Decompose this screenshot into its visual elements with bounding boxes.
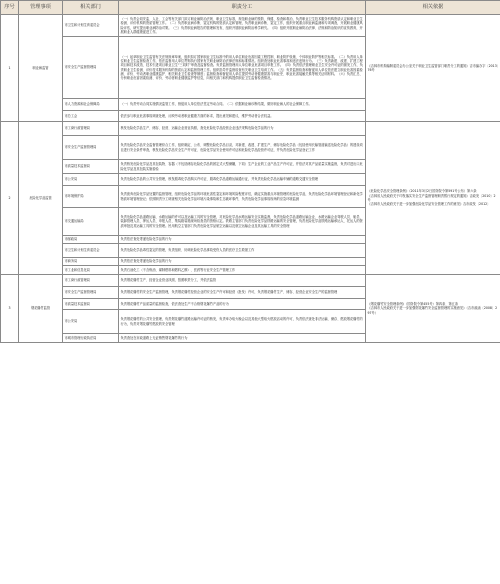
department-cell: 市交通运输局 (63, 208, 119, 236)
duty-cell: 负责危险化学品毒性鉴定的管理，负责组织、协调危险化学品事故受伤人员的医疗卫生救援工作 (119, 244, 366, 258)
duty-cell: 负责核发危险化学品及其包装物、容器（不包括储存危险化学品的固定式大型储罐，下同）生产企业的工业产品生产许可证，并依法对其产品质量实施监督，负责对进出口危险化学品及其包装实施检验 (119, 160, 366, 174)
duty-cell: 负责石油化工（不含炼油、煤制燃料和燃料乙醇）、医药等行业安全生产管理工作 (119, 266, 366, 275)
department-cell: 市质量技术监督局 (63, 299, 119, 310)
department-cell: 市公安局 (63, 310, 119, 334)
department-cell: 市总工会 (63, 111, 119, 122)
management-item: 烟花爆竹监管 (19, 275, 63, 343)
header-duty: 职责分工 (119, 1, 366, 15)
table-body (1, 15, 500, 343)
header-basis: 相关依据 (366, 1, 500, 15)
legal-basis-cell: 《吉林市机构编制委员会办公室关于职业卫生监管部门职责分工的通知》吉市编办字〔2013〕76号 (366, 15, 500, 122)
section-index: 2 (1, 122, 19, 275)
duty-cell: 负责烟花爆竹生产、经营企业营业执照，按照职责分工，并依法监管 (119, 275, 366, 287)
department-cell: 市卫生和计划生育委员会 (63, 244, 119, 258)
department-cell: 市邮政局 (63, 236, 119, 244)
duty-cell: （一）负责劳动合同实施情况监管工作，督促用人单位依法签定劳动合同。（二）依据职业病诊断结果，做好职业病人的社会保障工作。 (119, 99, 366, 111)
duty-cell: 负责危险化学品的公共安全管理，核发剧毒化学品购买许可证、剧毒化学品道路运输通行证，并负责危险化学品运输车辆的道路交通安全管理 (119, 174, 366, 186)
department-cell: 市安全生产监督管理局 (63, 287, 119, 299)
duty-cell: （一）负责会同安监、人社、工会等有关部门拟订职业病防治法规、职业卫生标准，规范职业病的预防、保健、检查和救治，负责职业卫生技术服务机构资质认定和职业卫生检测、评价机构的资质管理工作。（二）负责职业病诊断、鉴定机构的资质认定和管理，负责职业病诊断、鉴定工作，组织开展重点职业病监测和专项调查，开展职业健康风险评估，研究提出职业病防治对策。（三）负责职业病报告的管理和发布，组织开展职业病防治科学研究。（四）组织开展职业病防治法律、法规和防治知识的宣传教育，开展职业人群健康促进工作。 (119, 15, 366, 37)
department-cell: 市安全生产监督管理局 (63, 37, 119, 99)
department-cell: 市工商行政管理局 (63, 122, 119, 136)
department-cell: 市质量技术监督局 (63, 160, 119, 174)
department-cell: 市安全生产监督管理局 (63, 136, 119, 160)
duty-cell: 负责危险化学品道路运输、水路运输的许可以及运输工具的安全管理，对危险化学品水路运输安全实施监督，负责危险化学品道路运输企业、水路运输企业驾驶人员、船员、装卸管理人员、押运人员、申报人员、集装箱装箱现场检查员的资格认定。铁路主管部门负责危险化学品铁路运输的安全管理，负责危险化学品铁路运输承运人、托运人的资质审批及其运输工具的安全管理。民用航空主管部门负责危险化学品航空运输以及航空运输企业及其运输工具的安全管理 (119, 208, 366, 236)
header-mgmt: 管理事项 (19, 1, 63, 15)
legal-basis-cell: 《危险化学品安全管理条例》（2011年3月2日国务院令第591号公布）第六条 《吉林省人民政府关于印发落实安全生产监督管理职责暂行规定的通知》吉政发〔2010〕2号 《吉林市人民政府关于进一步加强危险化学品安全管理工作的意见》吉市政发〔2012〕 (366, 122, 500, 275)
duty-cell: 依法参与职业危害事故调查处理，反映劳动者职业健康方面的诉求，提出意见和建议，维护劳动者合法权益。 (119, 111, 366, 122)
duty-cell: （一）起草职业卫生监管有关法规规章草案，组织拟订国家职业卫生标准中的用人单位职业危害因素工程控制、职业防护设施、个体职业防护等相关标准。（二）负责用人单位职业卫生监督检查工作，依法监督用人单位贯彻执行国家有关职业病防治法律法规和标准情况。组织查处职业危害事故和违法违规行为。（三）负责新建、改建、扩建工程项目和技术改造、技术引进项目职业卫生“三同时”审查及监督检查。负责监督管理用人单位职业危害项目申报工作。（四）负责依法管理职业卫生安全许可证的颁发工作，负责职业卫生检测、评价技术服务机构的资质认定和监督管理工作。组织指导并监督检查有关职业卫生培训工作。（五）负责监督检查和督促用人单位依法建立职业危害因素检测、评价、劳动者职业健康监护、相关职业卫生检查等制度；监督检查和督促用人单位提供劳动者健康损害与职业史、职业危害接触关系等相关证明材料。（六）负责汇总、分析职业危害因素检测、评价、劳动者职业健康监护等信息，向相关部门和机构提供职业卫生监督检查情况。 (119, 37, 366, 99)
department-cell: 市环境保护局 (63, 186, 119, 208)
header-dept: 相关部门 (63, 1, 119, 15)
table-row (1, 122, 500, 136)
duty-cell: 负责依法查处寄递危险化学品的行为 (119, 236, 366, 244)
management-item: 职业病监管 (19, 15, 63, 122)
management-item: 危险化学品监管 (19, 122, 63, 275)
duty-cell: 核发危险化学品生产、储存、经营、运输企业营业执照，查处危险化学品经营企业违法采购危险化学品的行为 (119, 122, 366, 136)
section-index: 3 (1, 275, 19, 343)
table-row (1, 15, 500, 37)
department-cell: 市工业和信息化局 (63, 266, 119, 275)
table-row (1, 275, 500, 287)
department-cell: 市商务局 (63, 258, 119, 266)
table-header-row (1, 1, 500, 15)
duty-cell: 负责烟花爆竹的公共安全管理，负责烟花爆竹道路运输许可证的核发，负责举办焰火晚会以及其他大型焰火燃放活动的许可，负责依法查处非法运输、储存、燃放烟花爆竹的行为，负责对烟花爆竹燃放的安全管理 (119, 310, 366, 334)
department-cell: 市人力资源和社会保障局 (63, 99, 119, 111)
duty-cell: 负责废弃危险化学品处置的监督管理，组织危险化学品的环境危害性鉴定和环境风险程度评估，确定实施重点环境管理的危险化学品，负责危险化学品环境管理登记和新化学物质环境管理登记；依照职责分工调查相关危险化学品环境污染事故和生态破坏事件，负责危险化学品事故现场的应急环境监测 (119, 186, 366, 208)
department-cell: 市公安局 (63, 174, 119, 186)
duty-cell: 负责依法查处寄递危险化学品的行为 (119, 258, 366, 266)
duty-cell: 负责查处在市政道路上无证销售烟花爆竹的行为 (119, 334, 366, 343)
legal-basis-cell: 《烟花爆竹安全管理条例》（国务院令第455号）第四条、第五条 《吉林市人民政府关于进一步加强烟花爆竹安全监督管理的实施意见》（吉市政函〔2008〕297号） (366, 275, 500, 343)
duty-cell: 负责烟花爆竹的安全生产监督管理，负责烟花爆竹经营企业的安全生产许可和经营（批发）许可，负责烟花爆竹生产、储存、经营企业安全生产的监督管理 (119, 287, 366, 299)
duty-cell: 负责烟花爆竹产品质量的监督检查，依法查处生产不合格烟花爆竹产品的行为 (119, 299, 366, 310)
department-cell: 市卫生和计划生育委员会 (63, 15, 119, 37)
department-cell: 市工商行政管理局 (63, 275, 119, 287)
header-index: 序号 (1, 1, 19, 15)
duty-cell: 负责危险化学品安全监督管理综合工作，组织确定、公布、调整危险化学品目录，对新建、改建、扩建生产、储存危险化学品（包括使用长输管道输送危险化学品）的建设项目进行安全条件审查，核发危险化学品安全生产许可证、危险化学品安全使用许可证和危险化学品经营许可证，并负责危险化学品登记工作 (119, 136, 366, 160)
section-index: 1 (1, 15, 19, 122)
department-cell: 市城市管理行政执法局 (63, 334, 119, 343)
